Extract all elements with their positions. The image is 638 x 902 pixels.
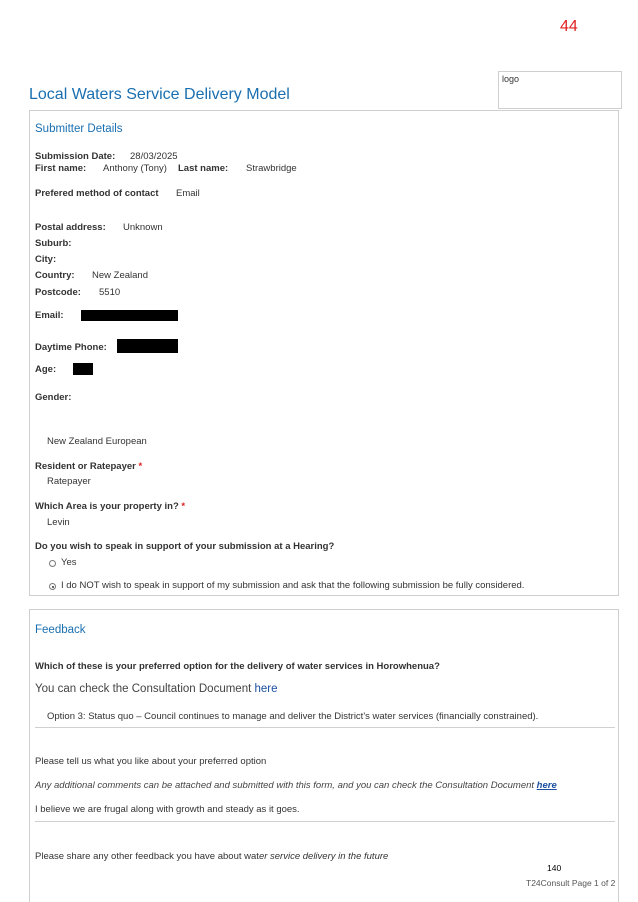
last-name-value: Strawbridge	[246, 163, 297, 174]
postcode-value: 5510	[99, 287, 121, 298]
first-name-label: First name:	[35, 163, 87, 174]
age-label: Age:	[35, 364, 57, 375]
page-title: Local Waters Service Delivery Model	[29, 86, 290, 103]
postal-address-label: Postal address:	[35, 222, 106, 233]
divider	[35, 821, 615, 822]
first-name-value: Anthony (Tony)	[103, 163, 167, 174]
hearing-yes-radio[interactable]	[49, 560, 56, 567]
required-mark: *	[181, 501, 186, 512]
document-number: 140	[547, 863, 562, 873]
contact-method-value: Email	[176, 188, 200, 199]
ethnicity-value: New Zealand European	[47, 436, 147, 447]
comments-note: Any additional comments can be attached and submitted with this form, and you can check the Consultation Document here	[35, 780, 557, 791]
last-name-label: Last name:	[178, 163, 229, 174]
page-footer: T24Consult Page 1 of 2	[526, 878, 616, 888]
postcode-label: Postcode:	[35, 287, 81, 298]
hearing-no-radio[interactable]	[49, 583, 56, 590]
logo-text: logo	[502, 74, 520, 84]
phone-redaction	[117, 339, 178, 353]
postal-address-value: Unknown	[123, 222, 163, 233]
logo-placeholder	[498, 71, 622, 109]
like-question: Please tell us what you like about your preferred option	[35, 756, 267, 767]
consultation-prompt: You can check the Consultation Document here	[35, 683, 278, 695]
country-value: New Zealand	[92, 270, 148, 281]
consultation-link[interactable]: here	[254, 683, 278, 695]
resident-label: Resident or Ratepayer *	[35, 461, 143, 472]
contact-method-label: Prefered method of contact	[35, 188, 159, 199]
city-label: City:	[35, 254, 57, 265]
feedback-section-title: Feedback	[35, 624, 86, 636]
age-redaction	[73, 363, 93, 375]
page-number: 44	[560, 18, 578, 35]
required-mark: *	[138, 461, 143, 472]
feedback-panel	[29, 609, 619, 902]
preferred-option-answer: Option 3: Status quo – Council continues to manage and deliver the District's water services (financially constrained).	[47, 711, 539, 722]
submission-date-label: Submission Date:	[35, 151, 116, 162]
preferred-option-question: Which of these is your preferred option for the delivery of water services in Horowhenua?	[35, 661, 440, 672]
hearing-question: Do you wish to speak in support of your submission at a Hearing?	[35, 541, 335, 552]
resident-value: Ratepayer	[47, 476, 91, 487]
area-value: Levin	[47, 517, 70, 528]
daytime-phone-label: Daytime Phone:	[35, 342, 107, 353]
submitter-details-panel	[29, 110, 619, 596]
submission-date-value: 28/03/2025	[130, 151, 178, 162]
suburb-label: Suburb:	[35, 238, 72, 249]
other-feedback-question: Please share any other feedback you have about water service delivery in the future	[35, 851, 389, 862]
comments-link[interactable]: here	[536, 780, 557, 791]
hearing-yes-label: Yes	[61, 557, 77, 568]
hearing-no-label: I do NOT wish to speak in support of my submission and ask that the following submission be fully considered.	[61, 580, 525, 591]
email-redaction	[81, 310, 178, 321]
area-label: Which Area is your property in? *	[35, 501, 186, 512]
like-answer: I believe we are frugal along with growth and steady as it goes.	[35, 804, 300, 815]
email-label: Email:	[35, 310, 64, 321]
divider	[35, 727, 615, 728]
gender-label: Gender:	[35, 392, 72, 403]
submitter-section-title: Submitter Details	[35, 123, 123, 135]
country-label: Country:	[35, 270, 75, 281]
